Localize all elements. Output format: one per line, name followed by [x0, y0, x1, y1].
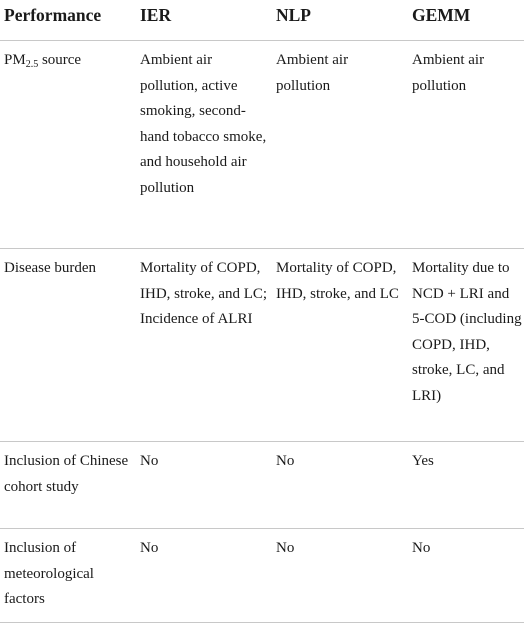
row-divider	[0, 40, 524, 41]
table-row	[0, 40, 524, 248]
cell-gemm-disease: Mortality due to NCD + LRI and 5-COD (including COPD, IHD, stroke, LC, and LRI)	[412, 260, 522, 404]
row-label-cohort-study: Inclusion of Chinese cohort study	[4, 453, 129, 495]
row-divider	[0, 441, 524, 442]
table-row	[0, 528, 524, 622]
cell-ier-meteorological: No	[140, 540, 159, 556]
table-bottom-border	[0, 622, 524, 623]
table-row	[0, 248, 524, 441]
header-gemm: GEMM	[412, 5, 471, 25]
pm-text: PM	[4, 52, 26, 68]
source-text: source	[38, 52, 82, 68]
table-bottom	[0, 622, 524, 624]
row-divider	[0, 528, 524, 529]
cell-nlp-source: Ambient air pollution	[276, 52, 349, 94]
row-divider	[0, 248, 524, 249]
cell-ier-source: Ambient air pollution, active smoking, second-hand tobacco smoke, and household air pollution	[140, 52, 267, 196]
pm-subscript: 2.5	[25, 59, 39, 70]
cell-ier-cohort: No	[140, 453, 159, 469]
header-nlp: NLP	[276, 5, 311, 25]
cell-nlp-cohort: No	[276, 453, 295, 469]
row-label-meteorological: Inclusion of meteorological factors	[4, 540, 94, 607]
table-row	[0, 441, 524, 528]
cell-gemm-meteorological: No	[412, 540, 431, 556]
cell-ier-disease: Mortality of COPD, IHD, stroke, and LC; Incidence of ALRI	[140, 260, 268, 327]
header-performance: Performance	[4, 5, 102, 25]
table-header-row	[0, 0, 524, 40]
header-ier: IER	[140, 5, 172, 25]
row-label-pm25-source	[4, 48, 134, 74]
cell-nlp-meteorological: No	[276, 540, 295, 556]
cell-nlp-disease: Mortality of COPD, IHD, stroke, and LC	[276, 260, 399, 302]
cell-gemm-cohort: Yes	[412, 453, 434, 469]
cell-gemm-source: Ambient air pollution	[412, 52, 485, 94]
row-label-disease-burden: Disease burden	[4, 260, 97, 276]
